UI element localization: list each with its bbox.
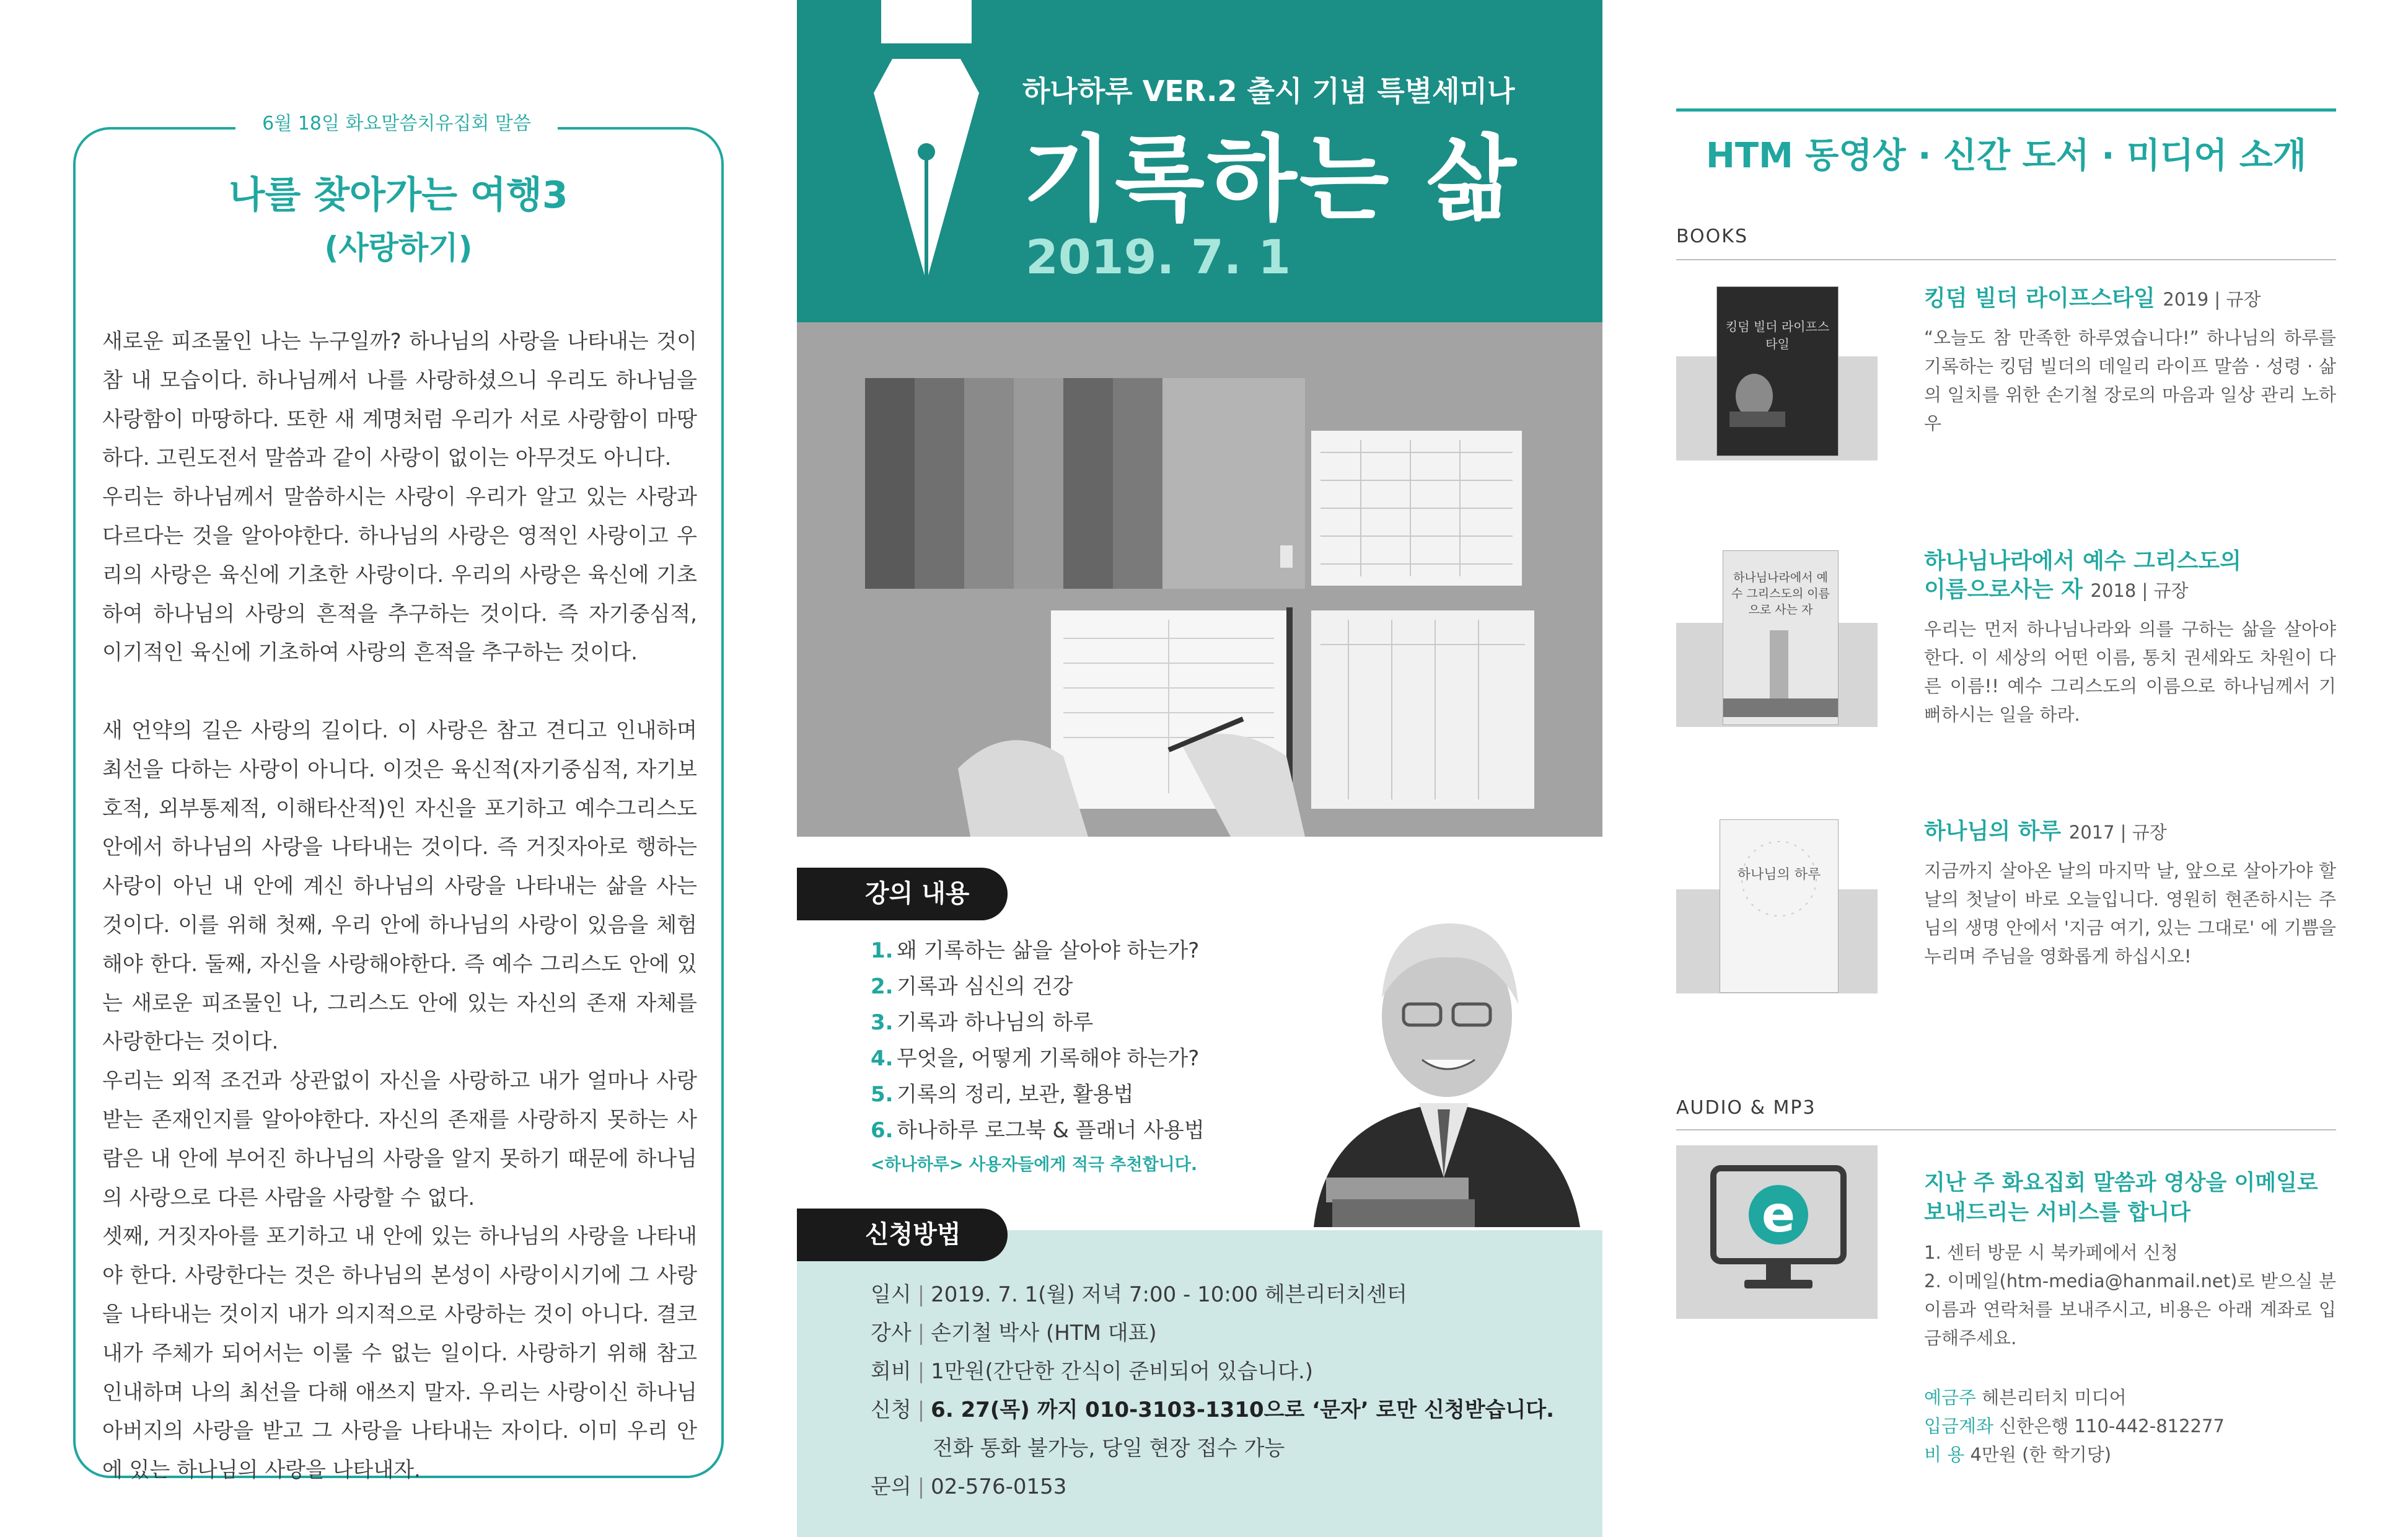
fountain-pen-icon [868, 0, 985, 285]
book-title [1924, 817, 2167, 847]
audio-title: 지난 주 화요집회 말씀과 영상을 이메일로 보내드리는 서비스를 합니다 [1924, 1171, 2318, 1225]
book-cover-day [1720, 819, 1839, 993]
row-label: 회비 [871, 1359, 912, 1384]
sermon-subtitle: (사랑하기) [324, 230, 473, 266]
account-info [1924, 1383, 2336, 1469]
book-meta: 2017 | 규장 [2068, 822, 2167, 843]
notebook-photo [797, 322, 1602, 837]
row-value: 손기철 박사 (HTM 대표) [931, 1321, 1157, 1345]
apply-row-date: 일시 | 2019. 7. 1(월) 저녁 7:00 - 10:00 헤븐리터치센터 [871, 1282, 1407, 1307]
right-divider [1676, 108, 2336, 112]
lecture-recommendation: <하나하루> 사용자들에게 적극 추천합니다. [871, 1155, 1198, 1174]
book-meta: 2018 | 규장 [2090, 580, 2189, 601]
sermon-paragraph: 우리는 외적 조건과 상관없이 자신을 사랑하고 내가 얼마나 사랑받는 존재인지를 알아야한다. 자신의 존재를 사랑하지 못하는 사람은 내 안에 부어진 하나님의 사랑을 알지 못하기 때문에 하나님의 사랑으로 다른 사람을 사랑할 수 없다. [102, 1068, 697, 1210]
apply-list [871, 1275, 1589, 1506]
row-value: 전화 통화 불가능, 당일 현장 접수 가능 [933, 1436, 1285, 1461]
row-label: 강사 [871, 1321, 912, 1345]
row-value: 2019. 7. 1(월) 저녁 7:00 - 10:00 헤븐리터치센터 [931, 1282, 1407, 1307]
cover-title: 킹덤 빌더 라이프스타일 [1725, 319, 1830, 351]
sermon-paragraph: 우리는 하나님께서 말씀하시는 사랑이 우리가 알고 있는 사랑과 다르다는 것을 알아야한다. 하나님의 사랑은 영적인 사랑이고 우리의 사랑은 육신에 기초한 사랑이다. 우리의 사랑은 육신에 기초하여 하나님의 사랑의 흔적을 추구하는 것이다. 즉 자기중심적, 이기적인 육신에 기초하여 사랑의 흔적을 추구하는 것이다. [102, 485, 697, 666]
row-label: 신청 [871, 1398, 912, 1422]
book-title [1924, 284, 2261, 314]
book-description: 우리는 먼저 하나님나라와 의를 구하는 삶을 살아야 한다. 이 세상의 어떤 이름, 통치 권세와도 차원이 다른 이름!! 예수 그리스도의 이름으로 하나님께서 기뻐하시는 일을 하라. [1924, 619, 2336, 725]
row-value: 6. 27(목) 까지 010-3103-1310으로 ‘문자’ 로만 신청받습니다. [931, 1398, 1555, 1422]
apply-heading-text: 신청방법 [865, 1220, 961, 1249]
lecture-item [871, 1077, 1366, 1112]
item-text: 무엇을, 어떻게 기록해야 하는가? [897, 1046, 1200, 1071]
account-value: 신한은행 110-442-812277 [1999, 1416, 2225, 1437]
item-number: 1. [871, 938, 894, 963]
sermon-paragraph: 새로운 피조물인 나는 누구일까? 하나님의 사랑을 나타내는 것이 참 내 모습이다. 하나님께서 나를 사랑하셨으니 우리도 하나님을 사랑함이 마땅하다. 또한 새 계명처럼 우리가 서로 사랑함이 마땅하다. 고린도전서 말씀과 같이 사랑이 없이는 아무것도 아니다. [102, 329, 697, 471]
lecture-item [871, 1005, 1366, 1041]
cover-title: 하나님나라에서 예수 그리스도의 이름으로 사는 자 [1731, 571, 1830, 617]
row-value: 1만원(간단한 간식이 준비되어 있습니다.) [931, 1359, 1314, 1384]
media-title: HTM 동영상 · 신간 도서 · 미디어 소개 [1706, 136, 2306, 176]
book-cover-name [1723, 550, 1839, 725]
books-label: BOOKS [1676, 226, 1748, 247]
book-title-text: 킹덤 빌더 라이프스타일 [1924, 286, 2155, 311]
account-key: 입금계좌 [1924, 1416, 1994, 1437]
account-key: 예금주 [1924, 1387, 1977, 1408]
lecture-heading-text: 강의 내용 [865, 879, 970, 908]
seminar-title: 기록하는 삶 [1022, 126, 1519, 234]
item-text: 기록과 심신의 건강 [897, 974, 1073, 999]
item-text: 기록과 하나님의 하루 [897, 1010, 1094, 1035]
seminar-kicker: 하나하루 VER.2 출시 기념 특별세미나 [1022, 74, 1515, 108]
item-number: 4. [871, 1046, 894, 1071]
book-description: “오늘도 참 만족한 하루였습니다!” 하나님의 하루를 기록하는 킹덤 빌더의 데일리 라이프 말씀 · 성령 · 삶의 일치를 위한 손기철 장로의 마음과 일상 관리 노하우 [1924, 327, 2336, 434]
row-value: 02-576-0153 [931, 1474, 1067, 1499]
apply-row-speaker: 강사 | 손기철 박사 (HTM 대표) [871, 1321, 1157, 1345]
item-text: 기록의 정리, 보관, 활용법 [897, 1082, 1134, 1107]
sermon-paragraph: 새 언약의 길은 사랑의 길이다. 이 사랑은 참고 견디고 인내하며 최선을 다하는 사랑이 아니다. 이것은 육신적(자기중심적, 자기보호적, 외부통제적, 이해타산적)인 자신을 포기하고 예수그리스도 안에서 하나님의 사랑을 나타내는 것이다. 즉 거짓자아로 행하는 사랑이 아닌 내 안에 계신 하나님의 사랑을 나타내는 삶을 사는 것이다. 이를 위해 첫째, 우리 안에 하나님의 사랑이 있음을 체험해야 한다. 둘째, 자신을 사랑해야한다. 즉 예수 그리스도 안에 있는 새로운 피조물인 나, 그리스도 안에 있는 자신의 존재 자체를 사랑한다는 것이다. [102, 718, 697, 1055]
lecture-heading [797, 868, 1008, 920]
books-divider [1676, 259, 2336, 260]
cover-art [1723, 618, 1838, 717]
lecture-item [871, 933, 1366, 969]
audio-step: 1. 센터 방문 시 북카페에서 신청 [1924, 1242, 2178, 1263]
account-row [1924, 1412, 2336, 1440]
lecture-item [871, 969, 1366, 1005]
cover-portrait [1717, 353, 1838, 427]
item-number: 5. [871, 1082, 894, 1107]
book-title [1924, 547, 2241, 576]
cover-title: 하나님의 하루 [1737, 867, 1821, 883]
account-row [1924, 1383, 2336, 1412]
notebook-illustration [797, 322, 1602, 837]
audio-divider [1676, 1129, 2336, 1130]
book-title-text: 하나님나라에서 예수 그리스도의 [1924, 548, 2241, 574]
paragraph-gap [102, 672, 697, 711]
row-label: 일시 [871, 1282, 912, 1307]
book-title-text: 이름으로사는 자 [1924, 577, 2083, 602]
item-number: 3. [871, 1010, 894, 1035]
book-description: 지금까지 살아온 날의 마지막 날, 앞으로 살아가야 할 날의 첫날이 바로 오늘입니다. 영원히 현존하시는 주님의 생명 안에서 '지금 여기, 있는 그대로' 에 기쁨을 누리며 주님을 영화롭게 하십시오! [1924, 860, 2336, 967]
item-number: 2. [871, 974, 894, 999]
email-e-letter: e [1761, 1186, 1796, 1243]
item-text: 왜 기록하는 삶을 살아야 하는가? [897, 938, 1200, 963]
sermon-paragraph: 셋째, 거짓자아를 포기하고 내 안에 있는 하나님의 사랑을 나타내야 한다. 사랑한다는 것은 하나님의 본성이 사랑이시기에 그 사랑을 나타내는 것이지 내가 의지적으로 사랑하는 것이 아니다. 결코 내가 주체가 되어서는 이룰 수 없는 일이다. 사랑하기 위해 참고 인내하며 나의 최선을 다해 애쓰지 말자. 우리는 사랑이신 하나님 아버지의 사랑을 받고 그 사랑을 나타내는 자이다. 이미 우리 안에 있는 하나님의 사랑을 나타내자. [102, 1224, 697, 1483]
book-meta: 2019 | 규장 [2163, 289, 2261, 310]
apply-row-register-note [871, 1429, 1589, 1468]
item-text: 하나하루 로그북 & 플래너 사용법 [897, 1118, 1205, 1143]
apply-row-register: 신청 | 6. 27(목) 까지 010-3103-1310으로 ‘문자’ 로만 신청받습니다. [871, 1398, 1555, 1422]
audio-step: 2. 이메일(htm-media@hanmail.net)로 받으실 분 이름과 연락처를 보내주시고, 비용은 아래 계좌로 입금해주세요. [1924, 1271, 2336, 1349]
sermon-title: 나를 찾아가는 여행3 [229, 174, 568, 217]
item-number: 6. [871, 1118, 894, 1143]
account-row [1924, 1440, 2336, 1469]
account-key: 비 용 [1924, 1444, 1965, 1465]
lecture-list [871, 933, 1366, 1148]
account-value: 4만원 (한 학기당) [1970, 1444, 2112, 1465]
book-cover-kingdom [1716, 286, 1839, 456]
book-title-line2 [1924, 575, 2189, 606]
seminar-date: 2019. 7. 1 [1026, 229, 1291, 284]
sermon-tag: 6월 18일 화요말씀치유집회 말씀 [235, 105, 558, 143]
lecture-item [871, 1112, 1366, 1148]
apply-row-fee: 회비 | 1만원(간단한 간식이 준비되어 있습니다.) [871, 1359, 1314, 1384]
book-title-text: 하나님의 하루 [1924, 819, 2062, 844]
apply-row-contact: 문의 | 02-576-0153 [871, 1474, 1067, 1499]
lecture-item [871, 1041, 1366, 1077]
audio-steps [1924, 1238, 2336, 1352]
account-value: 헤븐리터치 미디어 [1982, 1387, 2127, 1408]
audio-label: AUDIO & MP3 [1676, 1097, 1816, 1119]
sermon-body [102, 322, 697, 1490]
row-label: 문의 [871, 1474, 912, 1499]
apply-heading [797, 1209, 1008, 1261]
